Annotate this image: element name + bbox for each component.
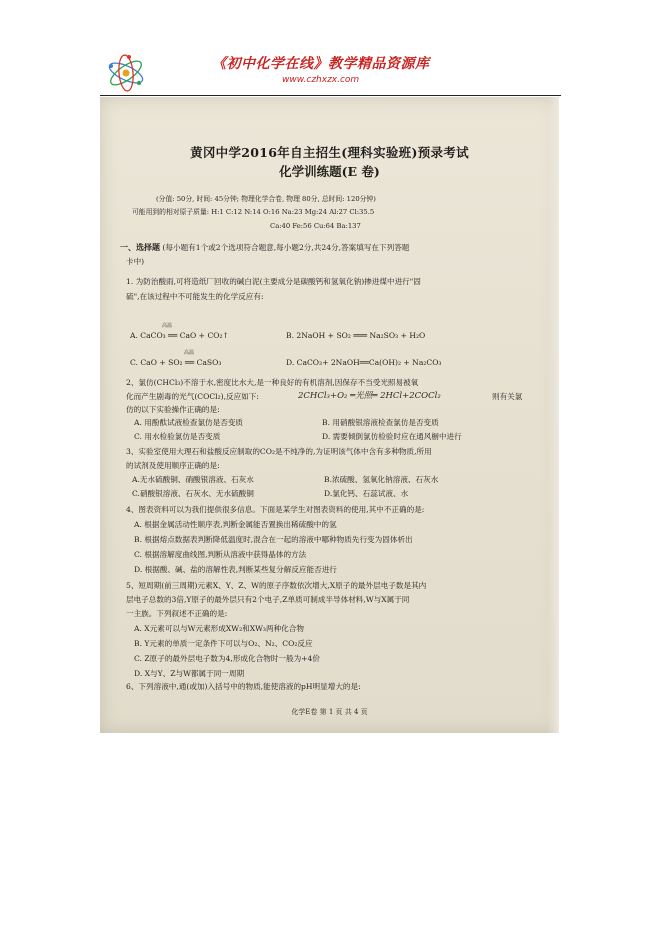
question-2-stem-end: 仿的以下实验操作正确的是:: [126, 405, 220, 414]
question-4-option-a: A. 根据金属活动性顺序表,判断金属能否置换出稀硫酸中的氢: [134, 520, 337, 529]
question-2-stem-cont: 化而产生剧毒的光气(COCl₂),反应如下:: [126, 392, 259, 401]
section-note-cont: 卡中): [126, 257, 145, 266]
question-1-stem: 1. 为防治酸雨,可将造纸厂回收的碱白泥(主要成分是碳酸钙和氢氧化钠)掺进煤中进行"固: [126, 277, 421, 286]
reaction-condition: 高温: [162, 323, 173, 329]
question-5-stem: 5、短周期(前三周期)元素X、Y、Z、W的原子序数依次增大,X原子的最外层电子数是其内: [126, 581, 427, 590]
question-2-option-b: B. 用硝酸银溶液检查氯仿是否变质: [322, 418, 439, 427]
section-title: 一、选择题: [120, 242, 160, 252]
question-5-option-d: D. X与Y、Z与W都属于同一周期: [134, 669, 245, 678]
question-3-option-b: B.浓硫酸、氢氧化钠溶液、石灰水: [324, 475, 439, 484]
question-4-stem: 4、图表资料可以为我们提供很多信息。下面是某学生对图表资料的使用,其中不正确的是:: [126, 505, 425, 514]
question-1-option-d: D. CaCO₃+ 2NaOH══Ca(OH)₂ + Na₂CO₃: [286, 358, 442, 367]
question-2-option-a: A. 用酚酞试液检查氯仿是否变质: [134, 418, 244, 427]
exam-info: (分值: 50分, 时间: 45分钟; 物理化学合卷, 物理 80分, 总时间: 120分钟): [156, 195, 376, 203]
question-3-stem: 3、实验室使用大理石和盐酸反应制取的CO₂是不纯净的,为证明该气体中含有多种物质,所用: [126, 447, 432, 456]
question-3-option-c: C.硝酸银溶液、石灰水、无水硫酸铜: [132, 489, 254, 498]
atom-logo-icon: [103, 53, 149, 93]
question-5-stem-cont: 层电子总数的3倍,Y原子的最外层只有2个电子,Z单质可制成半导体材料,W与X属于同: [126, 595, 410, 604]
paper-edge-shade: [547, 97, 559, 733]
question-2-option-d: D. 需要倾倒氯仿检验时应在通风橱中进行: [322, 432, 462, 441]
section-note: (每小题有1个或2个选项符合题意,每小题2分,共24分,答案填写在下列答题: [162, 243, 410, 252]
exam-subtitle: 化学训练题(E 卷): [279, 164, 380, 179]
atomic-masses-line1: 可能用到的相对原子质量: H:1 C:12 N:14 O:16 Na:23 Mg:24 Al:27 Cl:35.5: [132, 208, 375, 216]
exam-title: 黄冈中学2016年自主招生(理科实验班)预录考试: [190, 145, 469, 160]
question-3-stem-cont: 的试剂及使用顺序正确的是:: [126, 461, 220, 470]
atomic-masses-line2: Ca:40 Fe:56 Cu:64 Ba:137: [270, 222, 361, 230]
question-3-option-d: D.氯化钙、石蕊试液、水: [324, 489, 409, 498]
question-2-stem: 2、氯仿(CHCl₃)不溶于水,密度比水大,是一种良好的有机溶剂,因保存不当受光照易被氧: [126, 378, 419, 387]
question-3-option-a: A.无水硫酸铜、硝酸银溶液、石灰水: [132, 475, 254, 484]
question-2-option-c: C. 用水检验氯仿是否变质: [134, 432, 221, 441]
question-5-option-a: A. X元素可以与W元素形成XW₂和XW₃两种化合物: [134, 624, 304, 633]
page-footer: 化学E卷 第 1 页 共 4 页: [291, 708, 368, 716]
question-4-option-c: C. 根据溶解度曲线图,判断从溶液中获得晶体的方法: [134, 550, 307, 559]
question-2-stem-tail: 则有关氯: [492, 392, 523, 401]
header-divider: [100, 95, 561, 96]
question-4-option-d: D. 根据酸、碱、盐的溶解性表,判断某些复分解反应能否进行: [134, 565, 337, 574]
scanned-exam-page: [100, 97, 559, 733]
question-1-option-b: B. 2NaOH + SO₂ ═══ Na₂SO₃ + H₂O: [286, 331, 426, 340]
question-1-option-a: A. CaCO₃ ══ CaO + CO₂↑: [130, 331, 229, 340]
question-5-option-c: C. Z原子的最外层电子数为4,形成化合物时一般为+4价: [134, 654, 320, 663]
reaction-equation: 2CHCl₃+O₂ ═光照═ 2HCl+2COCl₂: [298, 391, 441, 401]
question-1-stem-cont: 硫",在该过程中不可能发生的化学反应有:: [126, 292, 264, 301]
question-5-stem-end: 一主族。下列叙述不正确的是:: [126, 609, 228, 618]
question-1-option-c: C. CaO + SO₂ ══ CaSO₃: [130, 358, 222, 367]
reaction-condition: 高温: [184, 350, 195, 356]
site-title: 《初中化学在线》教学精品资源库: [212, 56, 430, 72]
question-5-option-b: B. Y元素的单质一定条件下可以与O₂、N₂、CO₂反应: [134, 639, 313, 648]
question-6-stem: 6、下列溶液中,通(或加)入括号中的物质,能使溶液的pH明显增大的是:: [126, 682, 361, 691]
question-4-option-b: B. 根据熔点数据表判断降低温度时,混合在一起的溶液中哪种物质先行变为固体析出: [134, 535, 413, 544]
site-url[interactable]: www.czhxzx.com: [282, 75, 360, 85]
